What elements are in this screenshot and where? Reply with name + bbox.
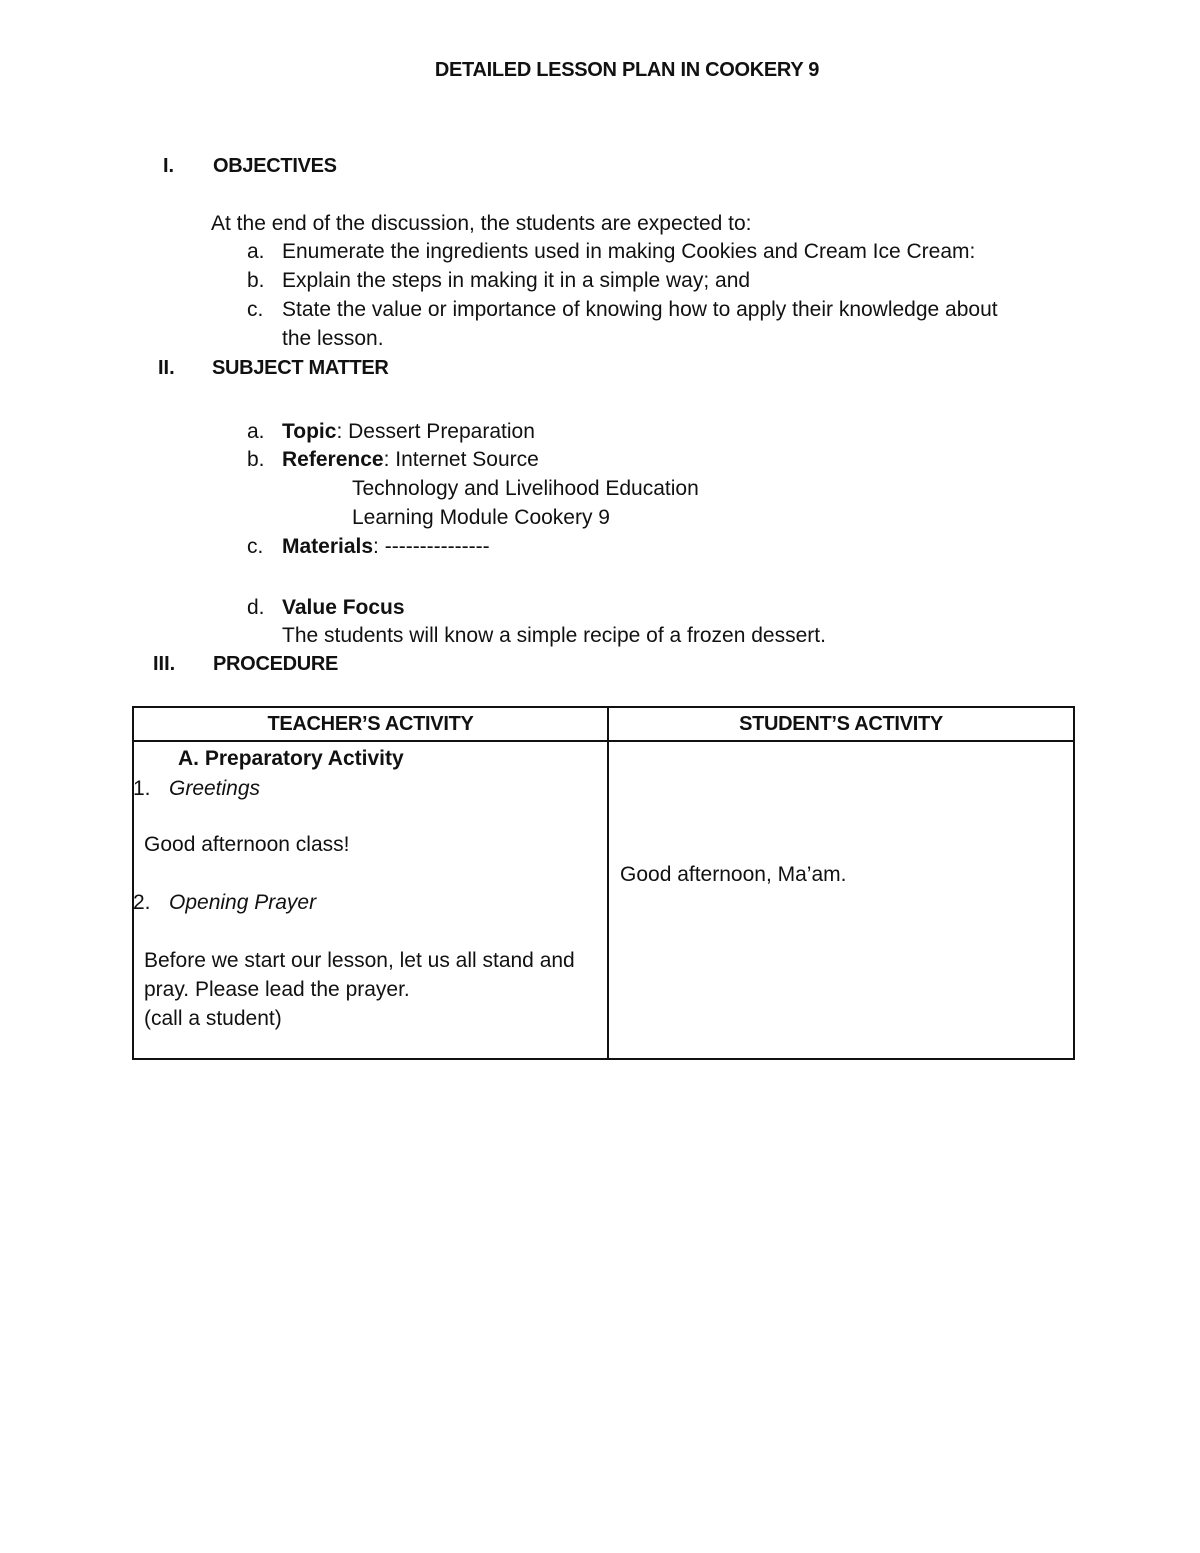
subject-reference bbox=[282, 448, 539, 472]
objective-marker-c: c. bbox=[247, 298, 264, 321]
reference-value: Internet Source bbox=[395, 448, 539, 471]
objective-marker-b: b. bbox=[247, 269, 265, 292]
objectives-intro: At the end of the discussion, the students are expected to: bbox=[211, 212, 752, 235]
student-activity-cell bbox=[608, 741, 1074, 1059]
reference-label: Reference bbox=[282, 448, 384, 471]
teacher-activity-header: TEACHER’S ACTIVITY bbox=[133, 707, 608, 741]
preparatory-activity-text: A. Preparatory Activity bbox=[178, 747, 404, 770]
greetings-text: Greetings bbox=[169, 777, 261, 800]
value-focus-label bbox=[282, 596, 405, 620]
teacher-activity-cell bbox=[133, 741, 608, 1059]
section-heading-objectives: OBJECTIVES bbox=[213, 155, 337, 177]
section-number-subject-matter: II. bbox=[158, 357, 175, 379]
topic-value: Dessert Preparation bbox=[348, 420, 535, 443]
student-activity-header: STUDENT’S ACTIVITY bbox=[608, 707, 1074, 741]
prayer-line-1: Before we start our lesson, let us all stand and bbox=[144, 949, 575, 972]
value-focus-text: The students will know a simple recipe of a frozen dessert. bbox=[282, 624, 826, 647]
objective-c: State the value or importance of knowing how to apply their knowledge about bbox=[282, 298, 998, 321]
subject-marker-b: b. bbox=[247, 448, 265, 471]
objective-marker-a: a. bbox=[247, 240, 265, 263]
section-number-procedure: III. bbox=[153, 653, 176, 675]
materials-value: : --------------- bbox=[373, 535, 490, 558]
materials-label: Materials bbox=[282, 535, 374, 558]
objective-c-continuation: the lesson. bbox=[282, 327, 384, 350]
value-focus-label-text: Value Focus bbox=[282, 596, 405, 619]
step-1-marker: 1. bbox=[133, 777, 151, 800]
subject-marker-a: a. bbox=[247, 420, 265, 443]
prayer-line-2: pray. Please lead the prayer. bbox=[144, 978, 410, 1001]
subject-marker-c: c. bbox=[247, 535, 264, 558]
procedure-table-row bbox=[133, 741, 1074, 1059]
topic-separator: : bbox=[336, 420, 349, 443]
document-title: DETAILED LESSON PLAN IN COOKERY 9 bbox=[434, 59, 820, 81]
teacher-greeting: Good afternoon class! bbox=[144, 833, 350, 856]
procedure-table bbox=[132, 706, 1075, 1060]
step-1-label bbox=[169, 777, 260, 801]
section-heading-procedure: PROCEDURE bbox=[213, 653, 339, 675]
objective-b: Explain the steps in making it in a simple way; and bbox=[282, 269, 751, 292]
reference-separator: : bbox=[383, 448, 396, 471]
subject-marker-d: d. bbox=[247, 596, 265, 619]
preparatory-activity-heading bbox=[178, 747, 404, 771]
topic-label: Topic bbox=[282, 420, 337, 443]
step-2-label bbox=[169, 891, 316, 915]
prayer-line-3: (call a student) bbox=[144, 1007, 282, 1030]
step-2-marker: 2. bbox=[133, 891, 151, 914]
objective-a: Enumerate the ingredients used in making Cookies and Cream Ice Cream: bbox=[282, 240, 976, 263]
opening-prayer-text: Opening Prayer bbox=[169, 891, 317, 914]
section-number-objectives: I. bbox=[163, 155, 175, 177]
student-greeting-response: Good afternoon, Ma’am. bbox=[620, 863, 847, 886]
reference-line-2: Learning Module Cookery 9 bbox=[352, 506, 610, 529]
reference-line-1: Technology and Livelihood Education bbox=[352, 477, 699, 500]
subject-topic bbox=[282, 420, 535, 444]
subject-materials bbox=[282, 535, 490, 559]
procedure-table-header-row bbox=[133, 707, 1074, 741]
section-heading-subject-matter: SUBJECT MATTER bbox=[212, 357, 389, 379]
